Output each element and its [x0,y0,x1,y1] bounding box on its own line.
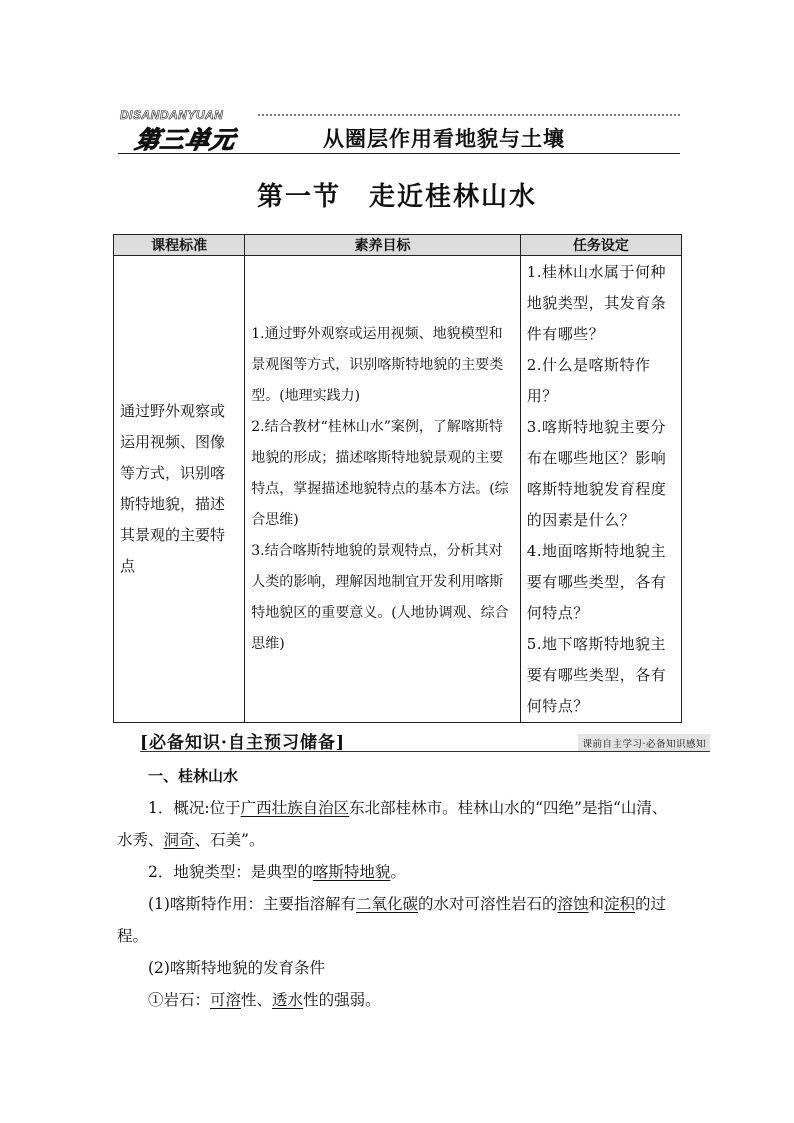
body-content [117,760,682,1016]
answer-blank: 广西壮族自治区 [240,799,350,817]
course-standard-cell: 通过野外观察或运用视频、图像等方式，识别喀斯特地貌，描述其景观的主要特点 [114,256,245,723]
unit-header [118,106,680,156]
unit-title: 从圈层作用看地貌与土壤 [323,126,565,151]
header-goals: 素养目标 [245,235,520,256]
answer-blank: 透水 [272,991,304,1009]
section-rule [140,751,710,752]
goal-item: 2.结合教材“桂林山水”案例，了解喀斯特地貌的形成；描述喀斯特地貌景观的主要特点，掌握描述地貌特点的基本方法。(综合思维) [251,418,509,528]
subheading: 一、桂林山水 [148,767,239,785]
paragraph-rock [117,984,682,1016]
text-run: 、石美”。 [194,831,265,849]
answer-blank: 喀斯特地貌 [312,863,391,881]
header-tasks: 任务设定 [520,235,681,256]
text-run: 性、 [241,991,273,1009]
text-run: ①岩石： [148,991,211,1009]
unit-pinyin: DISANDANYUAN [120,108,224,122]
knowledge-title: [必备知识·自主预习储备] [140,733,346,753]
text-run: 2．地貌类型：是典型的 [148,863,313,881]
text-run: 。 [390,863,406,881]
paragraph-conditions: (2)喀斯特地貌的发育条件 [148,959,325,977]
dotted-rule [258,114,680,116]
text-run: 1．概况:位于 [148,799,241,817]
knowledge-tag: 课前自主学习·必备知识感知 [578,734,710,752]
goals-cell [245,256,520,723]
text-run: (1)喀斯特作用：主要指溶解有 [148,895,356,913]
unit-name: 第三单元 [133,126,239,154]
task-item: 1.桂林山水属于何种地貌类型，其发育条件有哪些？ [526,262,667,343]
header-rule [118,153,680,154]
answer-blank: 可溶 [210,991,242,1009]
tasks-cell [520,256,681,723]
text-run: 的过程。 [117,895,667,945]
section-title: 第一节 走近桂林山水 [256,182,537,212]
header-standard: 课程标准 [114,235,245,256]
answer-blank: 洞奇 [163,831,195,849]
task-item: 5.地下喀斯特地貌主要有哪些类型，各有何特点？ [526,634,667,715]
table-header-row [114,235,682,256]
goal-item: 3.结合喀斯特地貌的景观特点，分析其对人类的影响，理解因地制宜开发利用喀斯特地貌区的重要意义。(人地协调观、综合思维) [251,542,509,652]
table-row [114,256,682,723]
text-run: 性的强弱。 [303,991,381,1009]
text-run: 东北部桂林市。桂林山水的“四绝”是指“山清、水秀、 [117,799,668,849]
text-run: 的水对可溶性岩石的 [417,895,558,913]
answer-blank: 淀积 [604,895,636,913]
task-item: 4.地面喀斯特地貌主要有哪些类型，各有何特点？ [526,541,667,622]
paragraph-overview [117,792,682,856]
objectives-table [113,234,682,723]
knowledge-section-bar [140,728,710,754]
task-item: 2.什么是喀斯特作用？ [526,355,651,405]
paragraph-karst-process [117,888,682,952]
paragraph-landform-type [117,856,682,888]
text-run: 和 [588,895,605,913]
answer-blank: 二氧化碳 [355,895,418,913]
answer-blank: 溶蚀 [557,895,589,913]
task-item: 3.喀斯特地貌主要分布在哪些地区？影响喀斯特地貌发育程度的因素是什么？ [526,417,667,529]
goal-item: 1.通过野外观察或运用视频、地貌模型和景观图等方式，识别喀斯特地貌的主要类型。(地理实践力) [251,325,504,404]
